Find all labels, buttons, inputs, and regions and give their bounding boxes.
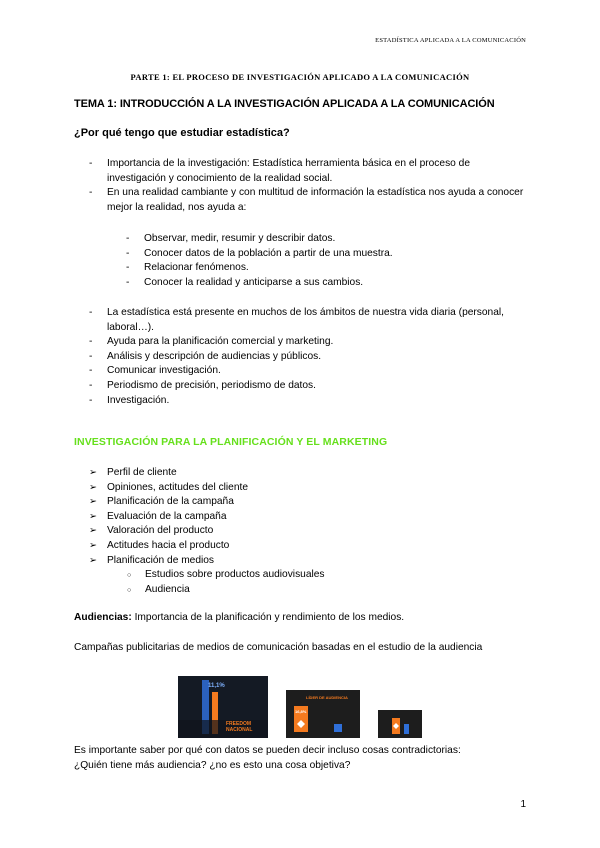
section-title-marketing: INVESTIGACIÓN PARA LA PLANIFICACIÓN Y EL MARKETING (74, 436, 388, 448)
list-item: ➢ Valoración del producto (107, 524, 507, 539)
list-item: ➢ Opiniones, actitudes del cliente (107, 481, 507, 496)
list-item: - Periodismo de precisión, periodismo de datos. (89, 379, 316, 391)
list-item: ➢ Planificación de medios (107, 554, 507, 569)
bullet-list-intro (89, 157, 527, 215)
list-item: - La estadística está presente en muchos de los ámbitos de nuestra vida diaria (personal, laboral…). (89, 307, 504, 333)
marketing-list (89, 466, 507, 568)
closing-paragraph (74, 744, 534, 773)
running-header: ESTADÍSTICA APLICADA A LA COMUNICACIÓN (375, 37, 526, 44)
img1-caption-2: NACIONAL (226, 727, 253, 733)
audience-image-2 (286, 690, 360, 738)
question-heading: ¿Por qué tengo que estudiar estadística? (74, 127, 290, 139)
list-item: ○ Audiencia (145, 583, 505, 598)
arrow-bullet-icon: ➢ (89, 481, 97, 493)
audience-image-3 (378, 710, 422, 738)
img2-title: LÍDER DE AUDIENCIA (306, 695, 348, 700)
arrow-bullet-icon: ➢ (89, 554, 97, 566)
audience-graphic-2 (286, 690, 360, 738)
circle-bullet-icon: ○ (127, 586, 132, 594)
list-item: ➢ Evaluación de la campaña (107, 510, 507, 525)
part-title: PARTE 1: EL PROCESO DE INVESTIGACIÓN APLICADO A LA COMUNICACIÓN (130, 72, 470, 82)
list-item: - Conocer la realidad y anticiparse a sus cambios. (126, 276, 364, 288)
arrow-bullet-icon: ➢ (89, 496, 97, 508)
list-item: - En una realidad cambiante y con multitud de información la estadística nos ayuda a conocer mejor la realidad, nos ayuda a: (89, 187, 524, 213)
list-item: ➢ Perfil de cliente (107, 466, 507, 481)
bullet-list-nested (126, 232, 524, 290)
list-item: ➢ Planificación de la campaña (107, 495, 507, 510)
img2-figure: 16,8% (295, 709, 307, 714)
list-item: - Relacionar fenómenos. (126, 262, 249, 274)
closing-line-1: Es importante saber por qué con datos se pueden decir incluso cosas contradictorias: (74, 745, 461, 756)
arrow-bullet-icon: ➢ (89, 467, 97, 478)
bullet-list-usage (89, 306, 527, 408)
arrow-bullet-icon: ➢ (89, 539, 97, 551)
arrow-bullet-icon: ➢ (89, 525, 97, 537)
list-item: ○ Estudios sobre productos audiovisuales (145, 568, 505, 583)
audience-image-1 (178, 676, 268, 738)
list-item: - Observar, medir, resumir y describir datos. (126, 233, 336, 244)
list-item: - Importancia de la investigación: Estadística herramienta básica en el proceso de investigación y conocimiento de la realidad social. (89, 158, 470, 184)
img1-figure-label: 11,1% (208, 683, 225, 689)
circle-bullet-icon: ○ (127, 572, 132, 579)
arrow-bullet-icon: ➢ (89, 510, 97, 522)
medios-sub-list (127, 568, 505, 597)
audience-graphic-3 (378, 710, 422, 738)
list-item: - Ayuda para la planificación comercial y marketing. (89, 336, 334, 348)
audience-chart-graphic (178, 676, 268, 738)
list-item: - Análisis y descripción de audiencias y públicos. (89, 350, 322, 362)
audiencias-text: Importancia de la planificación y rendimiento de los medios. (131, 612, 405, 623)
campanas-paragraph: Campañas publicitarias de medios de comunicación basadas en el estudio de la audiencia (74, 642, 483, 653)
page-number: 1 (520, 799, 526, 810)
list-item: - Conocer datos de la población a partir de una muestra. (126, 247, 393, 259)
tema-title: TEMA 1: INTRODUCCIÓN A LA INVESTIGACIÓN APLICADA A LA COMUNICACIÓN (74, 98, 495, 110)
audiencias-paragraph (74, 611, 534, 626)
list-item: ➢ Actitudes hacia el producto (107, 539, 507, 554)
list-item: - Investigación. (89, 394, 170, 406)
list-item: - Comunicar investigación. (89, 365, 221, 377)
audiencias-label: Audiencias: (74, 612, 132, 623)
closing-line-2: ¿Quién tiene más audiencia? ¿no es esto una cosa objetiva? (74, 759, 351, 771)
img1-caption-1: FREEDOM (226, 721, 251, 727)
